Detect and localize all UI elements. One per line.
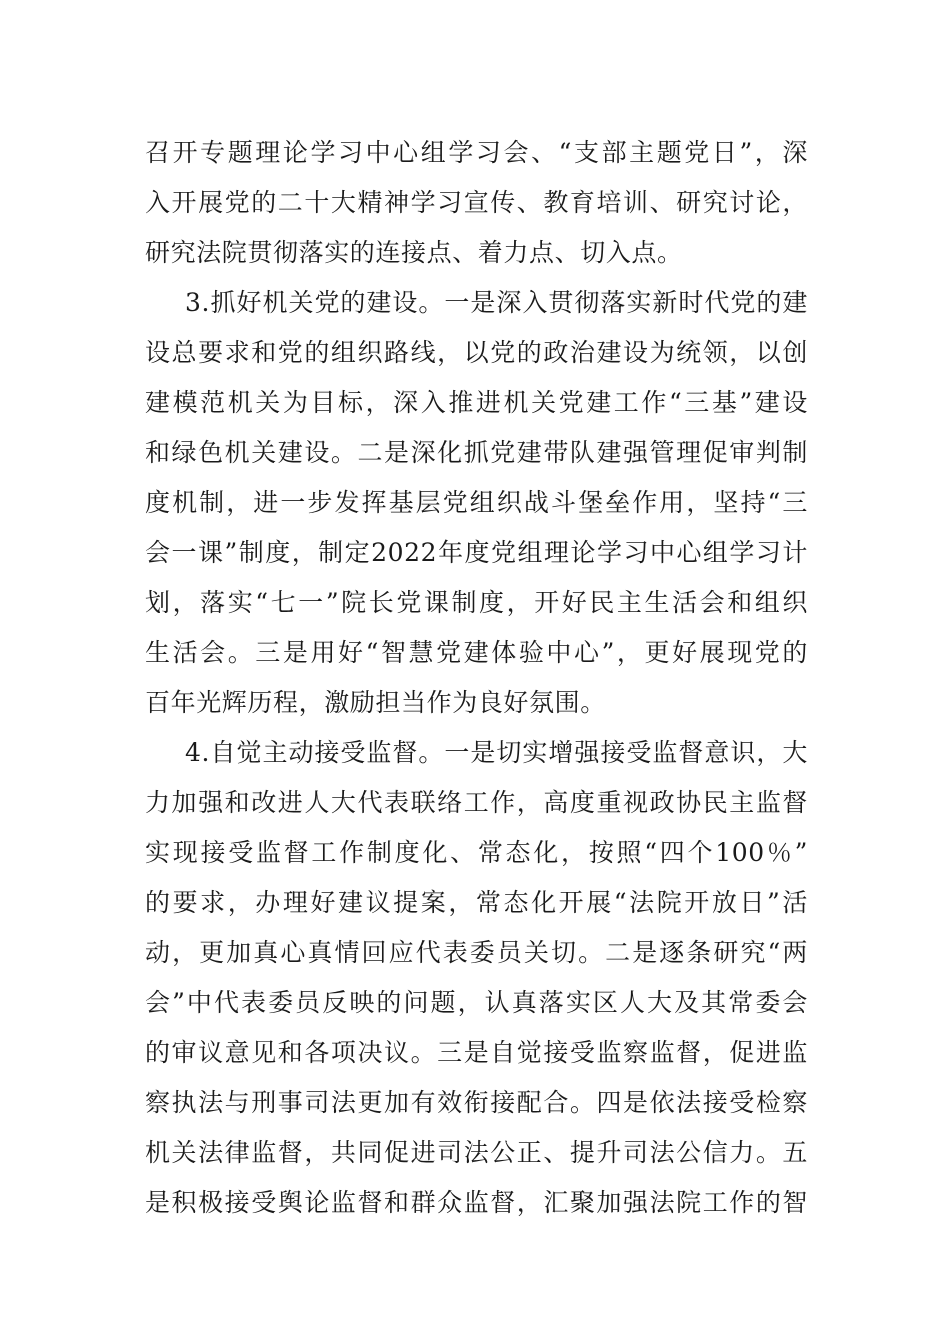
- text-line: 生活会。三是用好“智慧党建体验中心”，更好展现党的: [145, 638, 808, 667]
- body-text: [145, 128, 808, 1228]
- text-line: 设总要求和党的组织路线，以党的政治建设为统领，以创: [145, 338, 808, 367]
- text-line: 入开展党的二十大精神学习宣传、教育培训、研究讨论，: [145, 188, 808, 217]
- text-line: 召开专题理论学习中心组学习会、“支部主题党日”，深: [145, 138, 808, 167]
- text-line: 察执法与刑事司法更加有效衔接配合。四是依法接受检察: [145, 1088, 808, 1117]
- text-line: 是积极接受舆论监督和群众监督，汇聚加强法院工作的智: [145, 1188, 808, 1217]
- text-line: 和绿色机关建设。二是深化抓党建带队建强管理促审判制: [145, 438, 808, 467]
- paragraph-1: [145, 128, 808, 278]
- text-line: 会”中代表委员反映的问题，认真落实区人大及其常委会: [145, 988, 808, 1017]
- text-line: 实现接受监督工作制度化、常态化，按照“四个100％”: [145, 838, 808, 867]
- text-line: 4.自觉主动接受监督。一是切实增强接受监督意识，大: [185, 738, 808, 767]
- text-line: 建模范机关为目标，深入推进机关党建工作“三基”建设: [145, 388, 808, 417]
- text-line: 的要求，办理好建议提案，常态化开展“法院开放日”活: [145, 888, 808, 917]
- text-line: 研究法院贯彻落实的连接点、着力点、切入点。: [145, 238, 683, 267]
- paragraph-2: [145, 278, 808, 728]
- text-line: 划，落实“七一”院长党课制度，开好民主生活会和组织: [145, 588, 808, 617]
- text-line: 力加强和改进人大代表联络工作，高度重视政协民主监督: [145, 788, 808, 817]
- text-line: 动，更加真心真情回应代表委员关切。二是逐条研究“两: [145, 938, 808, 967]
- text-line: 百年光辉历程，激励担当作为良好氛围。: [145, 688, 606, 717]
- text-line: 3.抓好机关党的建设。一是深入贯彻落实新时代党的建: [185, 288, 808, 317]
- text-line: 会一课”制度，制定2022年度党组理论学习中心组学习计: [145, 538, 808, 567]
- text-line: 的审议意见和各项决议。三是自觉接受监察监督，促进监: [145, 1038, 808, 1067]
- text-line: 度机制，进一步发挥基层党组织战斗堡垒作用，坚持“三: [145, 488, 808, 517]
- text-line: 机关法律监督，共同促进司法公正、提升司法公信力。五: [145, 1138, 808, 1167]
- paragraph-3: [145, 728, 808, 1228]
